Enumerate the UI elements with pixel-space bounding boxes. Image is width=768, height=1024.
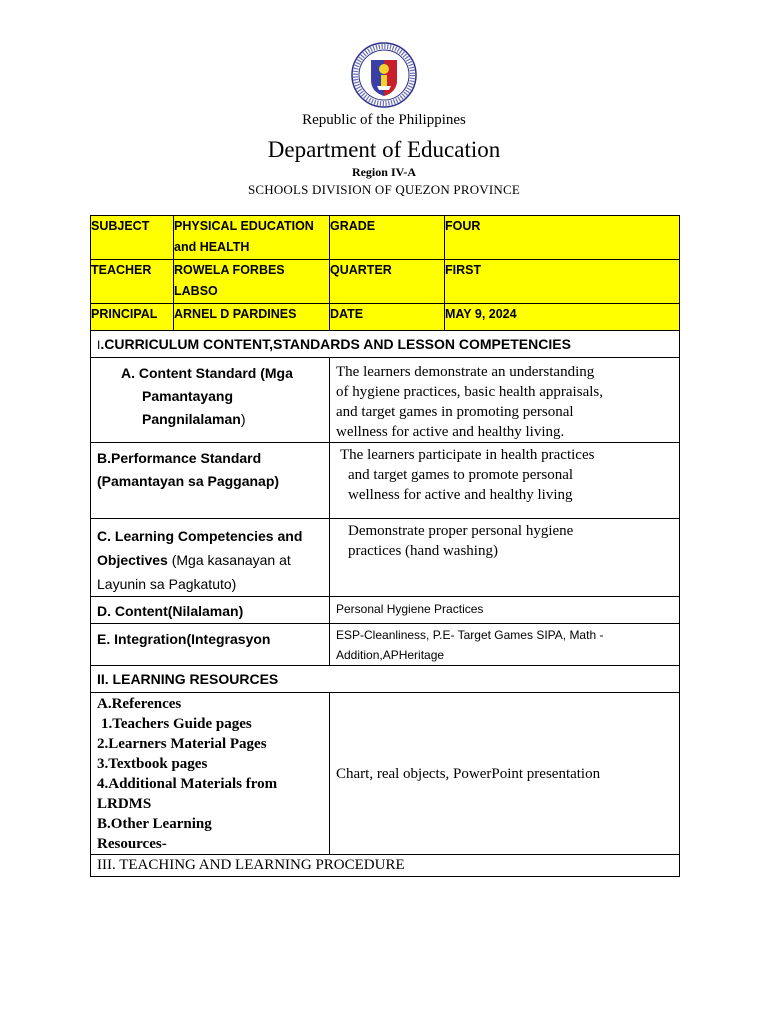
deped-seal-logo [351,42,417,108]
integration-value: ESP-Cleanliness, P.E- Target Games SIPA, Math - Addition,APHeritage [330,624,680,666]
performance-standard-row [91,443,680,519]
section-1-title: .CURRICULUM CONTENT,STANDARDS AND LESSON COMPETENCIES [100,336,571,352]
learning-resources-value: Chart, real objects, PowerPoint presentation [330,693,680,855]
lesson-plan-table [90,215,680,877]
section-3-title: III. TEACHING AND LEARNING PROCEDURE [91,855,680,877]
subject-value: PHYSICAL EDUCATION and HEALTH [174,216,330,260]
principal-label: PRINCIPAL [91,304,174,331]
date-label: DATE [330,304,445,331]
content-standard-row [91,358,680,443]
subject-label: SUBJECT [91,216,174,260]
division-label: SCHOOLS DIVISION OF QUEZON PROVINCE [247,182,521,197]
performance-standard-label: B.Performance Standard (Pamantayan sa Pagganap) [91,443,330,519]
content-standard-label: A. Content Standard (Mga Pamantayang Pangnilalaman) [91,358,330,443]
learning-resources-row [91,693,680,855]
principal-value: ARNEL D PARDINES [174,304,330,331]
teacher-row [91,260,680,304]
competencies-value: Demonstrate proper personal hygiene practices (hand washing) [330,519,680,597]
content-value: Personal Hygiene Practices [330,597,680,624]
competencies-label: C. Learning Competencies and Objectives (Mga kasanayan at Layunin sa Pagkatuto) [91,519,330,597]
integration-label: E. Integration(Integrasyon [97,631,271,647]
section-1-header [91,331,680,358]
ref-line: 2.Learners Material Pages [97,736,267,752]
ref-line: 4.Additional Materials from [97,776,278,792]
grade-value: FOUR [445,216,680,260]
subject-row [91,216,680,260]
ref-line: A.References [97,696,182,712]
references-list [91,693,330,855]
ref-line: LRDMS [97,796,152,812]
ref-line: Resources- [97,836,167,852]
ref-line: 3.Textbook pages [97,756,208,772]
section-3-header [91,855,680,877]
integration-row [91,624,680,666]
content-standard-value: The learners demonstrate an understanding of hygiene practices, basic health appraisals, and target games in promoting personal wellness for active and healthy living. [330,358,680,443]
region-label: Region IV-A [351,165,417,179]
date-value: MAY 9, 2024 [445,304,680,331]
principal-row [91,304,680,331]
content-label: D. Content(Nilalaman) [97,603,244,619]
quarter-value: FIRST [445,260,680,304]
quarter-label: QUARTER [330,260,445,304]
ref-line: 1.Teachers Guide pages [101,716,252,732]
content-row [91,597,680,624]
teacher-label: TEACHER [91,260,174,304]
teacher-value: ROWELA FORBES LABSO [174,260,330,304]
performance-standard-value: The learners participate in health practices and target games to promote personal wellness for active and healthy living [330,443,680,519]
department-title: Department of Education [267,137,501,162]
section-1-roman: I [97,338,101,352]
section-2-header [91,666,680,693]
ref-line: B.Other Learning [97,816,212,832]
section-2-title: II. LEARNING RESOURCES [91,666,680,693]
grade-label: GRADE [330,216,445,260]
republic-title: Republic of the Philippines [302,112,466,128]
competencies-row [91,519,680,597]
